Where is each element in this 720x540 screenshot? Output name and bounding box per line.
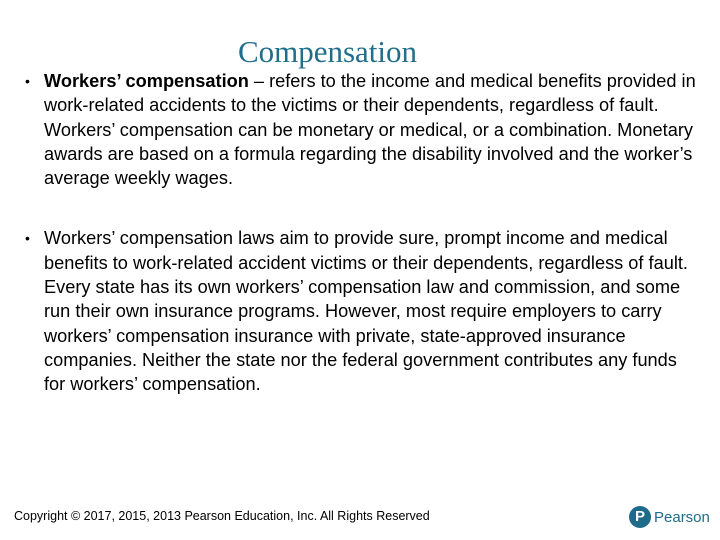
bullet-text: Workers’ compensation laws aim to provide sure, prompt income and medical benefits to work-related accident victims or their dependents, regardless of fault. Every state has its own workers’ compensation law and commission, and some run their own insurance programs. However, most require employers to carry workers’ compensation insurance with private, state-approved insurance companies. Neither the state nor the federal government contributes any funds for workers’ compensation. bbox=[44, 228, 688, 395]
bullet-item bbox=[20, 226, 700, 396]
copyright-footer: Copyright © 2017, 2015, 2013 Pearson Education, Inc. All Rights Reserved bbox=[14, 509, 430, 523]
bullet-item bbox=[20, 69, 700, 190]
bullet-lead-term: Workers’ compensation bbox=[44, 71, 249, 91]
slide-title: Compensation bbox=[237, 34, 418, 69]
pearson-logo bbox=[629, 506, 710, 528]
bullet-dot: • bbox=[25, 73, 30, 89]
bullet-list bbox=[20, 69, 700, 397]
bullet-dot: • bbox=[25, 230, 30, 247]
bullet-text: – refers to the income and medical benefits provided in work-related accidents to the victims or their dependents, regardless of fault. Workers’ compensation can be monetary or medical, or a combination. Monetary awards are based on a formula regarding the disability involved and the worker’s average weekly wages. bbox=[44, 71, 696, 189]
pearson-logo-letter: P bbox=[634, 508, 645, 525]
pearson-logo-icon bbox=[629, 506, 651, 528]
pearson-logo-text: Pearson bbox=[654, 508, 710, 526]
